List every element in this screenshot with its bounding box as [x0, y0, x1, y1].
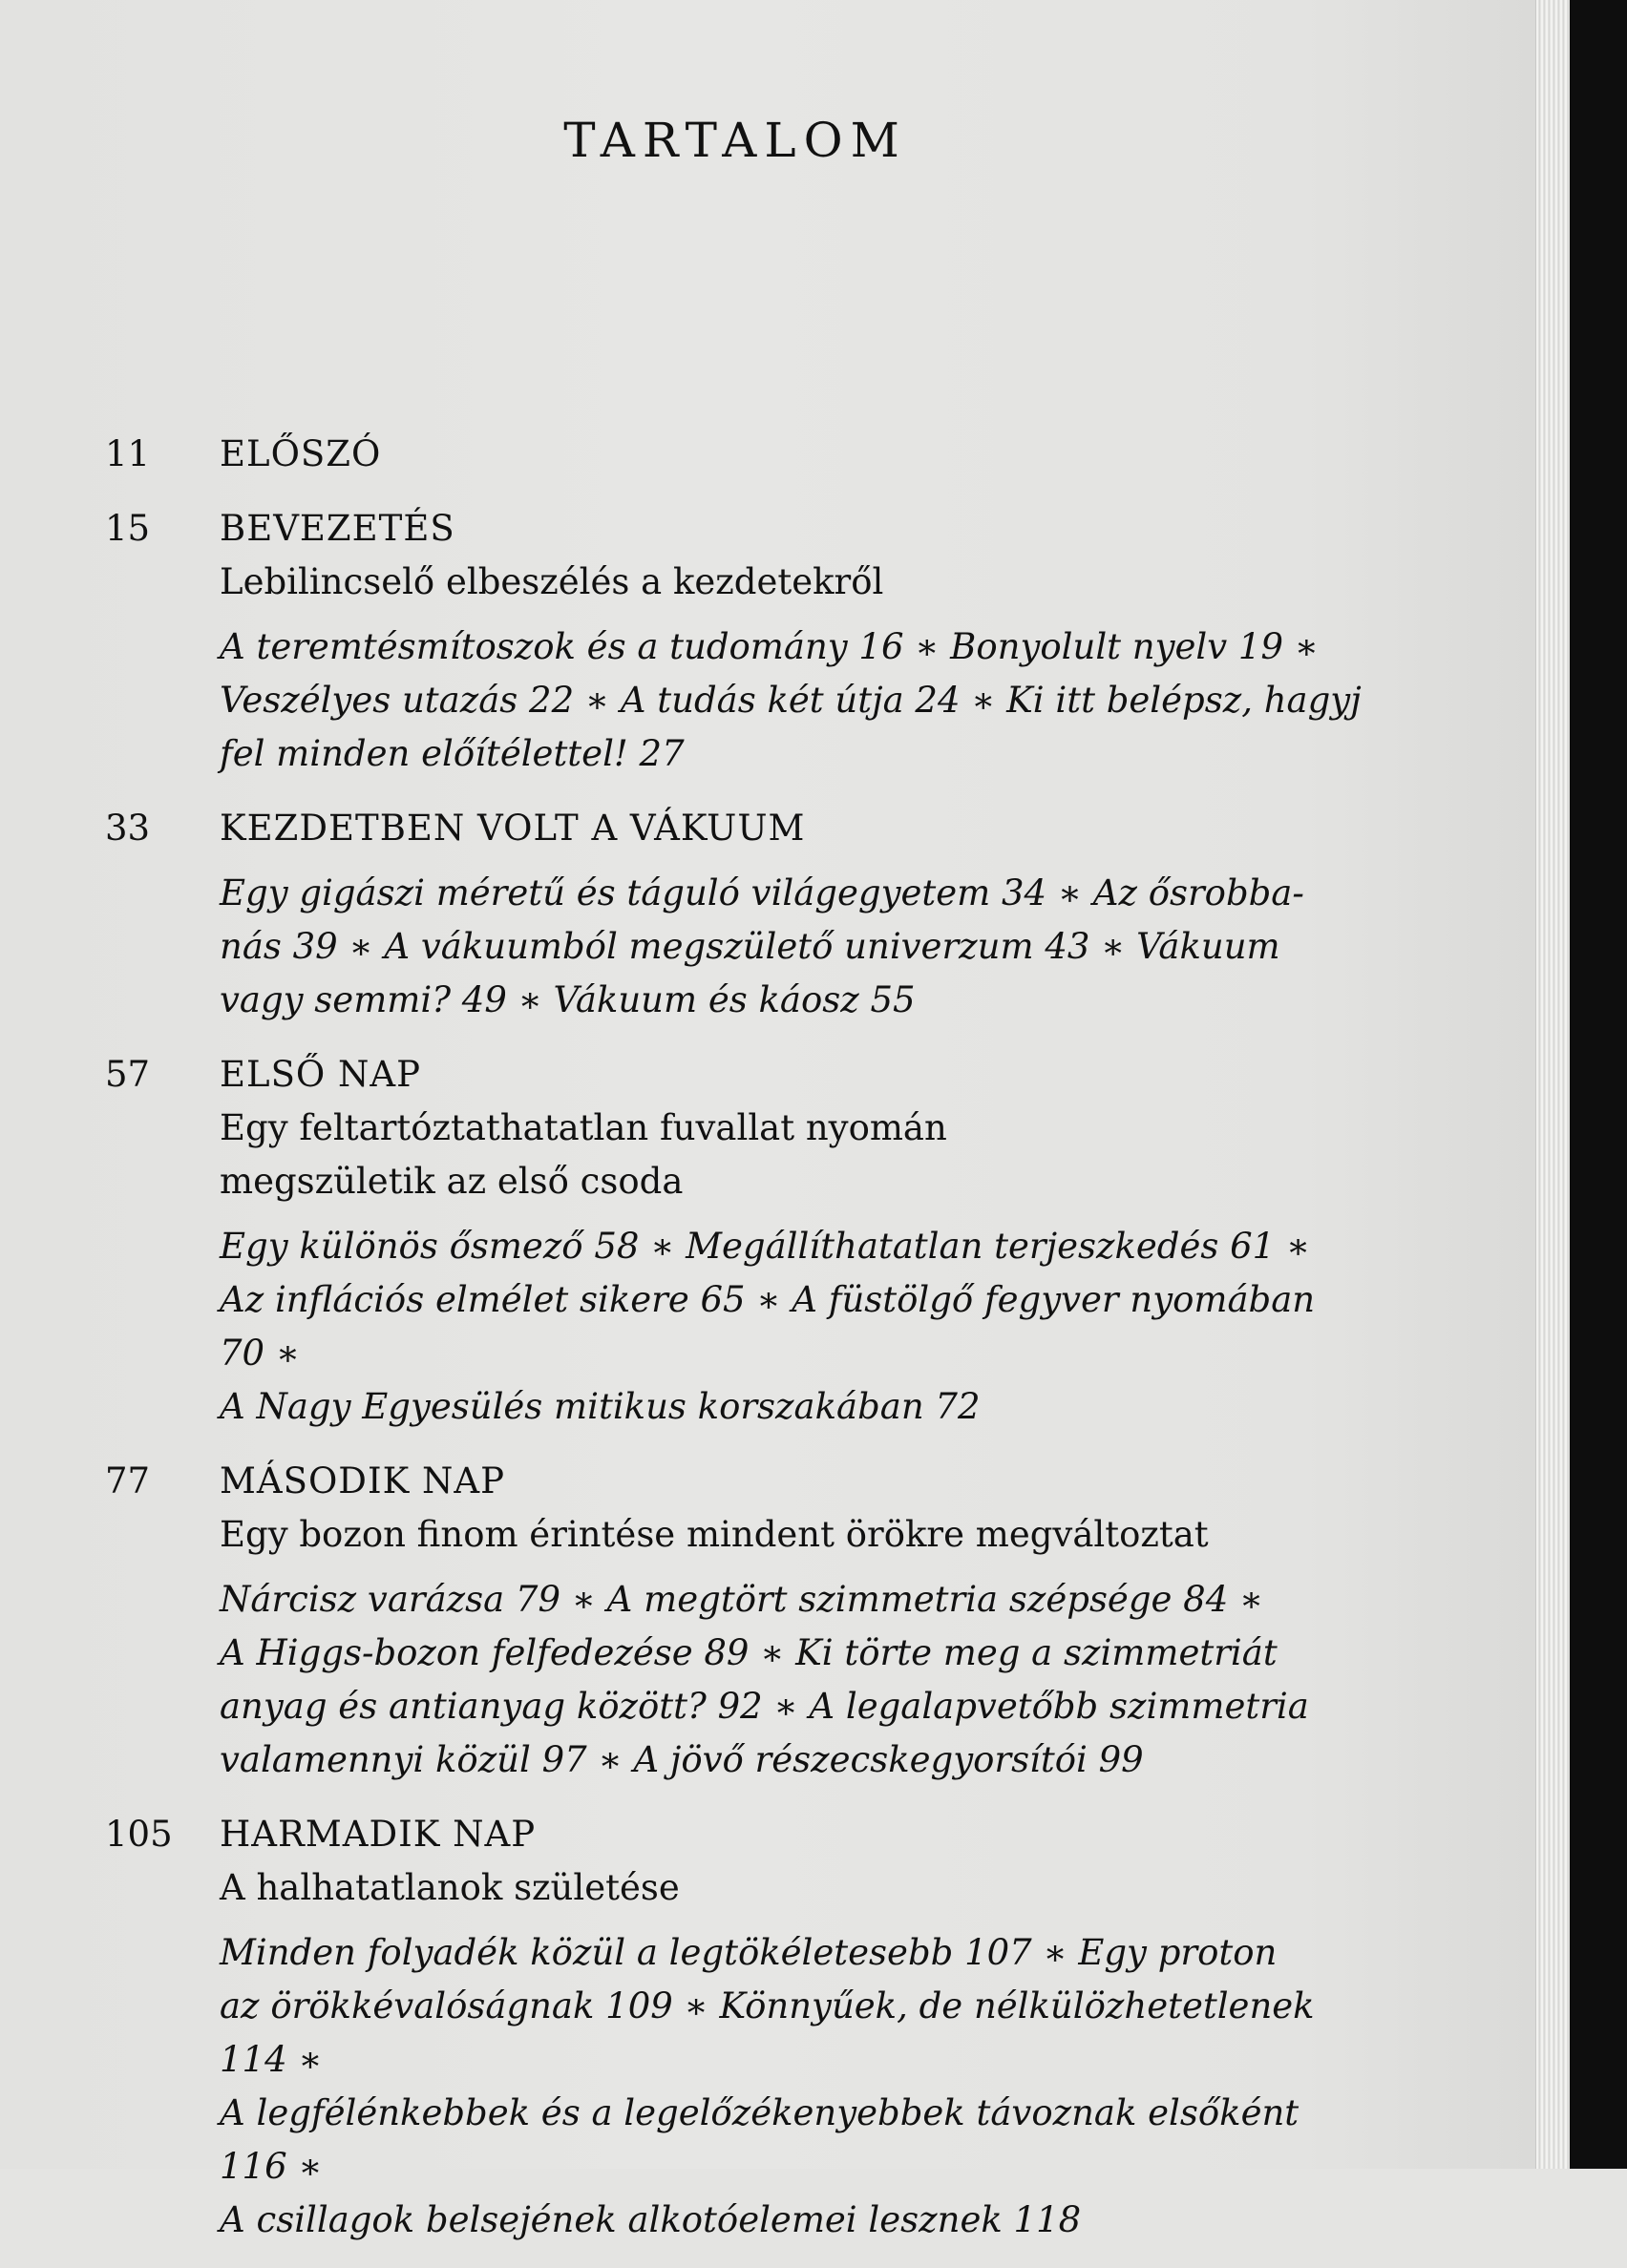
- book-cover-edge: [1570, 0, 1627, 2169]
- toc-topic-line: Minden folyadék közül a legtökéletesebb 107 ∗ Egy proton: [220, 1932, 1278, 1973]
- toc-topic-list: [220, 1926, 1365, 2247]
- toc-topic-line: A csillagok belsejének alkotóelemei lesznek 118: [220, 2199, 1082, 2240]
- toc-topic-line: A legfélénkebbek és a legelőzékenyebbek távoznak elsőként 116 ∗: [220, 2092, 1299, 2187]
- page-block-edge: [1535, 0, 1571, 2169]
- toc-page-number: 77: [105, 1460, 151, 1502]
- toc-topic-list: [220, 867, 1365, 1027]
- toc-topic-line: A Higgs-bozon felfedezése 89 ∗ Ki törte meg a szimmetriát: [220, 1632, 1278, 1673]
- toc-topic-line: valamennyi közül 97 ∗ A jövő részecskegyorsítói 99: [220, 1739, 1144, 1780]
- toc-chapter-heading: ELSŐ NAP: [220, 1054, 422, 1095]
- toc-topic-list: [220, 1573, 1365, 1787]
- toc-topic-line: az örökkévalóságnak 109 ∗ Könnyűek, de nélkülözhetetlenek 114 ∗: [220, 1985, 1315, 2080]
- toc-topic-list: [220, 1220, 1365, 1434]
- toc-topic-line: Nárcisz varázsa 79 ∗ A megtört szimmetria szépsége 84 ∗: [220, 1579, 1264, 1620]
- toc-chapter-subtitle: [220, 1102, 1365, 1208]
- toc-entry-masodik-nap: [105, 1455, 1365, 1787]
- toc-topic-line: fel minden előítélettel! 27: [220, 733, 685, 774]
- page-title: TARTALOM: [563, 113, 907, 168]
- toc-page-number: 11: [105, 433, 151, 474]
- toc-topic-line: anyag és antianyag között? 92 ∗ A legalapvetőbb szimmetria: [220, 1686, 1309, 1727]
- toc-page-number: 57: [105, 1054, 151, 1095]
- toc-entry-kezdetben: [105, 802, 1365, 1027]
- toc-chapter-heading: MÁSODIK NAP: [220, 1460, 505, 1502]
- toc-topic-line: Veszélyes utazás 22 ∗ A tudás két útja 24 ∗ Ki itt belépsz, hagyj: [220, 680, 1362, 721]
- toc-chapter-heading: HARMADIK NAP: [220, 1814, 537, 1855]
- toc-chapter-heading: KEZDETBEN VOLT A VÁKUUM: [220, 808, 806, 849]
- toc-chapter-subtitle: A halhatatlanok születése: [220, 1867, 680, 1908]
- toc-topic-list: [220, 620, 1365, 781]
- toc-entry-elso-nap: [105, 1048, 1365, 1434]
- toc-topic-line: Az inflációs elmélet sikere 65 ∗ A füstölgő fegyver nyomában 70 ∗: [220, 1279, 1316, 1374]
- toc-subtitle-line: Egy feltartóztathatatlan fuvallat nyomán: [220, 1107, 947, 1148]
- toc-topic-line: vagy semmi? 49 ∗ Vákuum és káosz 55: [220, 979, 916, 1020]
- toc-entry-harmadik-nap: [105, 1808, 1365, 2247]
- toc-page-number: 33: [105, 808, 151, 849]
- toc-chapter-subtitle: Lebilincselő elbeszélés a kezdetekről: [220, 561, 884, 602]
- table-of-contents: [105, 428, 1365, 2268]
- toc-chapter-heading: ELŐSZÓ: [220, 433, 382, 474]
- toc-page-number: 15: [105, 508, 151, 549]
- toc-page-number: 105: [105, 1814, 173, 1855]
- toc-topic-line: nás 39 ∗ A vákuumból megszülető univerzum 43 ∗ Vákuum: [220, 926, 1280, 967]
- toc-topic-line: Egy különös ősmező 58 ∗ Megállíthatatlan terjeszkedés 61 ∗: [220, 1226, 1311, 1267]
- toc-topic-line: A Nagy Egyesülés mitikus korszakában 72: [220, 1386, 981, 1427]
- toc-subtitle-line: megszületik az első csoda: [220, 1161, 684, 1202]
- toc-topic-line: A teremtésmítoszok és a tudomány 16 ∗ Bonyolult nyelv 19 ∗: [220, 626, 1319, 667]
- toc-chapter-heading: BEVEZETÉS: [220, 508, 455, 549]
- toc-entry-bevezetes: [105, 502, 1365, 781]
- toc-topic-line: Egy gigászi méretű és táguló világegyetem 34 ∗ Az ősrobba-: [220, 872, 1304, 914]
- toc-entry-eloszo: [105, 428, 1365, 481]
- toc-chapter-subtitle: Egy bozon finom érintése mindent örökre megváltoztat: [220, 1514, 1209, 1555]
